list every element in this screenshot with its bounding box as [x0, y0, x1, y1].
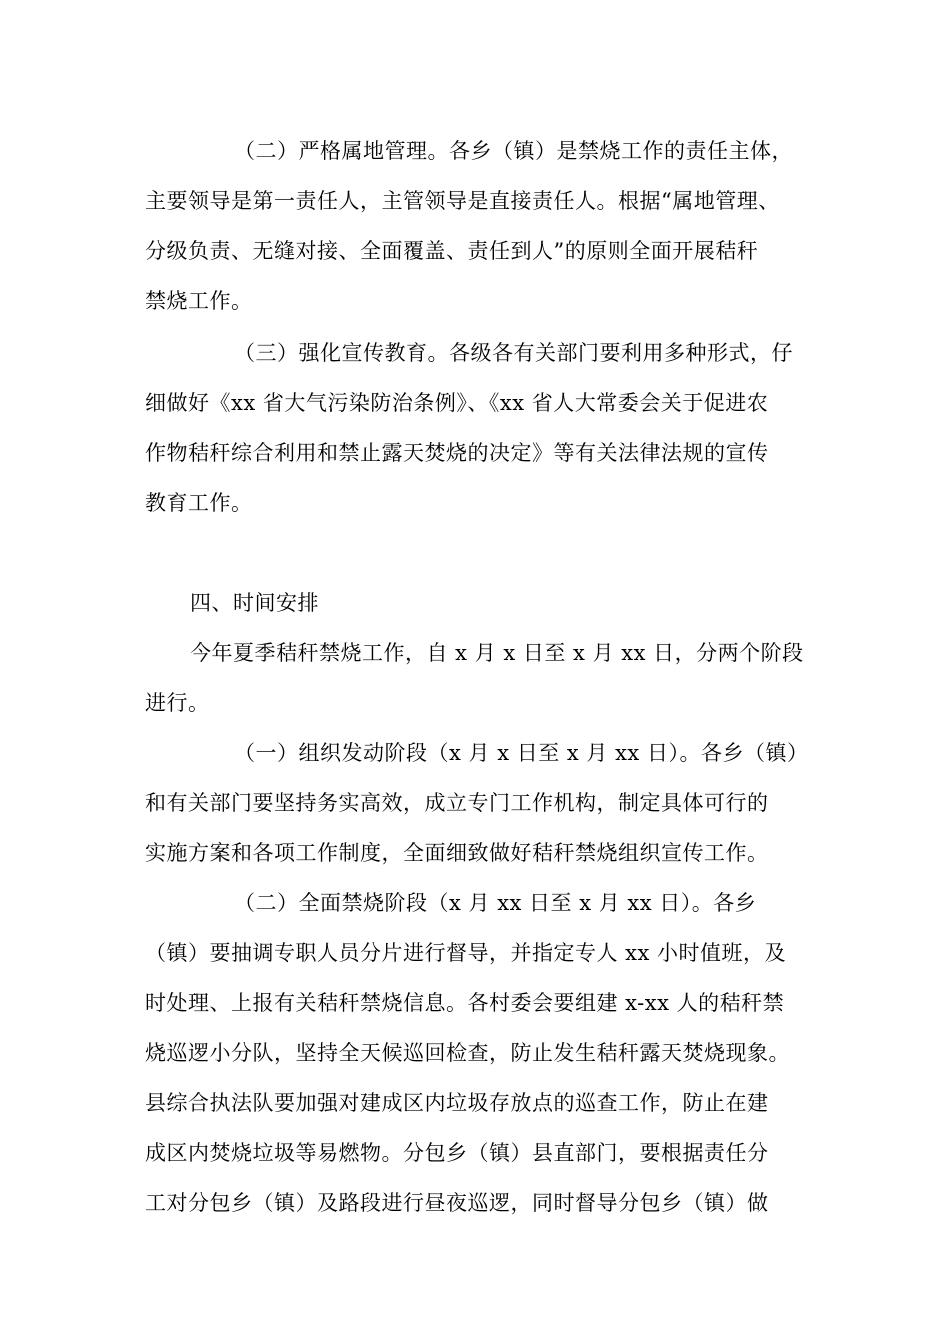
section3-line-1: （三）强化宣传教育。各级各有关部门要利用多种形式，仔: [234, 341, 793, 365]
section-heading-time-schedule: 四、时间安排: [190, 591, 319, 615]
phase2-line-1: （二）全面禁烧阶段（x 月 xx 日至 x 月 xx 日）。各乡: [234, 891, 757, 915]
phase1-line-1: （一）组织发动阶段（x 月 x 日至 x 月 xx 日）。各乡（镇）: [234, 741, 809, 765]
phase2-line-2: （镇）要抽调专职人员分片进行督导，并指定专人 xx 小时值班，及: [145, 941, 787, 965]
phase2-line-5: 县综合执法队要加强对建成区内垃圾存放点的巡查工作，防止在建: [145, 1091, 769, 1115]
phase2-line-6: 成区内焚烧垃圾等易燃物。分包乡（镇）县直部门，要根据责任分: [145, 1141, 769, 1165]
section2-line-1: （二）严格属地管理。各乡（镇）是禁烧工作的责任主体，: [234, 139, 793, 163]
phase2-line-4: 烧巡逻小分队，坚持全天候巡回检查，防止发生秸秆露天焚烧现象。: [145, 1041, 790, 1065]
intro-line-1: 今年夏季秸秆禁烧工作，自 x 月 x 日至 x 月 xx 日，分两个阶段: [190, 641, 804, 665]
phase1-line-2: 和有关部门要坚持务实高效，成立专门工作机构，制定具体可行的: [145, 791, 769, 815]
phase2-line-7: 工对分包乡（镇）及路段进行昼夜巡逻，同时督导分包乡（镇）做: [145, 1191, 769, 1215]
section3-line-2: 细做好《xx 省大气污染防治条例》、《xx 省人大常委会关于促进农: [145, 391, 769, 415]
section2-line-2: 主要领导是第一责任人，主管领导是直接责任人。根据“属地管理、: [145, 189, 780, 213]
intro-line-2: 进行。: [145, 691, 210, 715]
phase2-line-3: 时处理、上报有关秸秆禁烧信息。各村委会要组建 x-xx 人的秸秆禁: [145, 991, 785, 1015]
section3-line-4: 教育工作。: [145, 491, 253, 515]
section2-line-3: 分级负责、无缝对接、全面覆盖、责任到人”的原则全面开展秸秆: [145, 239, 759, 263]
section2-line-4: 禁烧工作。: [145, 289, 253, 313]
section3-line-3: 作物秸秆综合利用和禁止露天焚烧的决定》等有关法律法规的宣传: [145, 441, 769, 465]
phase1-line-3: 实施方案和各项工作制度，全面细致做好秸秆禁烧组织宣传工作。: [145, 841, 769, 865]
